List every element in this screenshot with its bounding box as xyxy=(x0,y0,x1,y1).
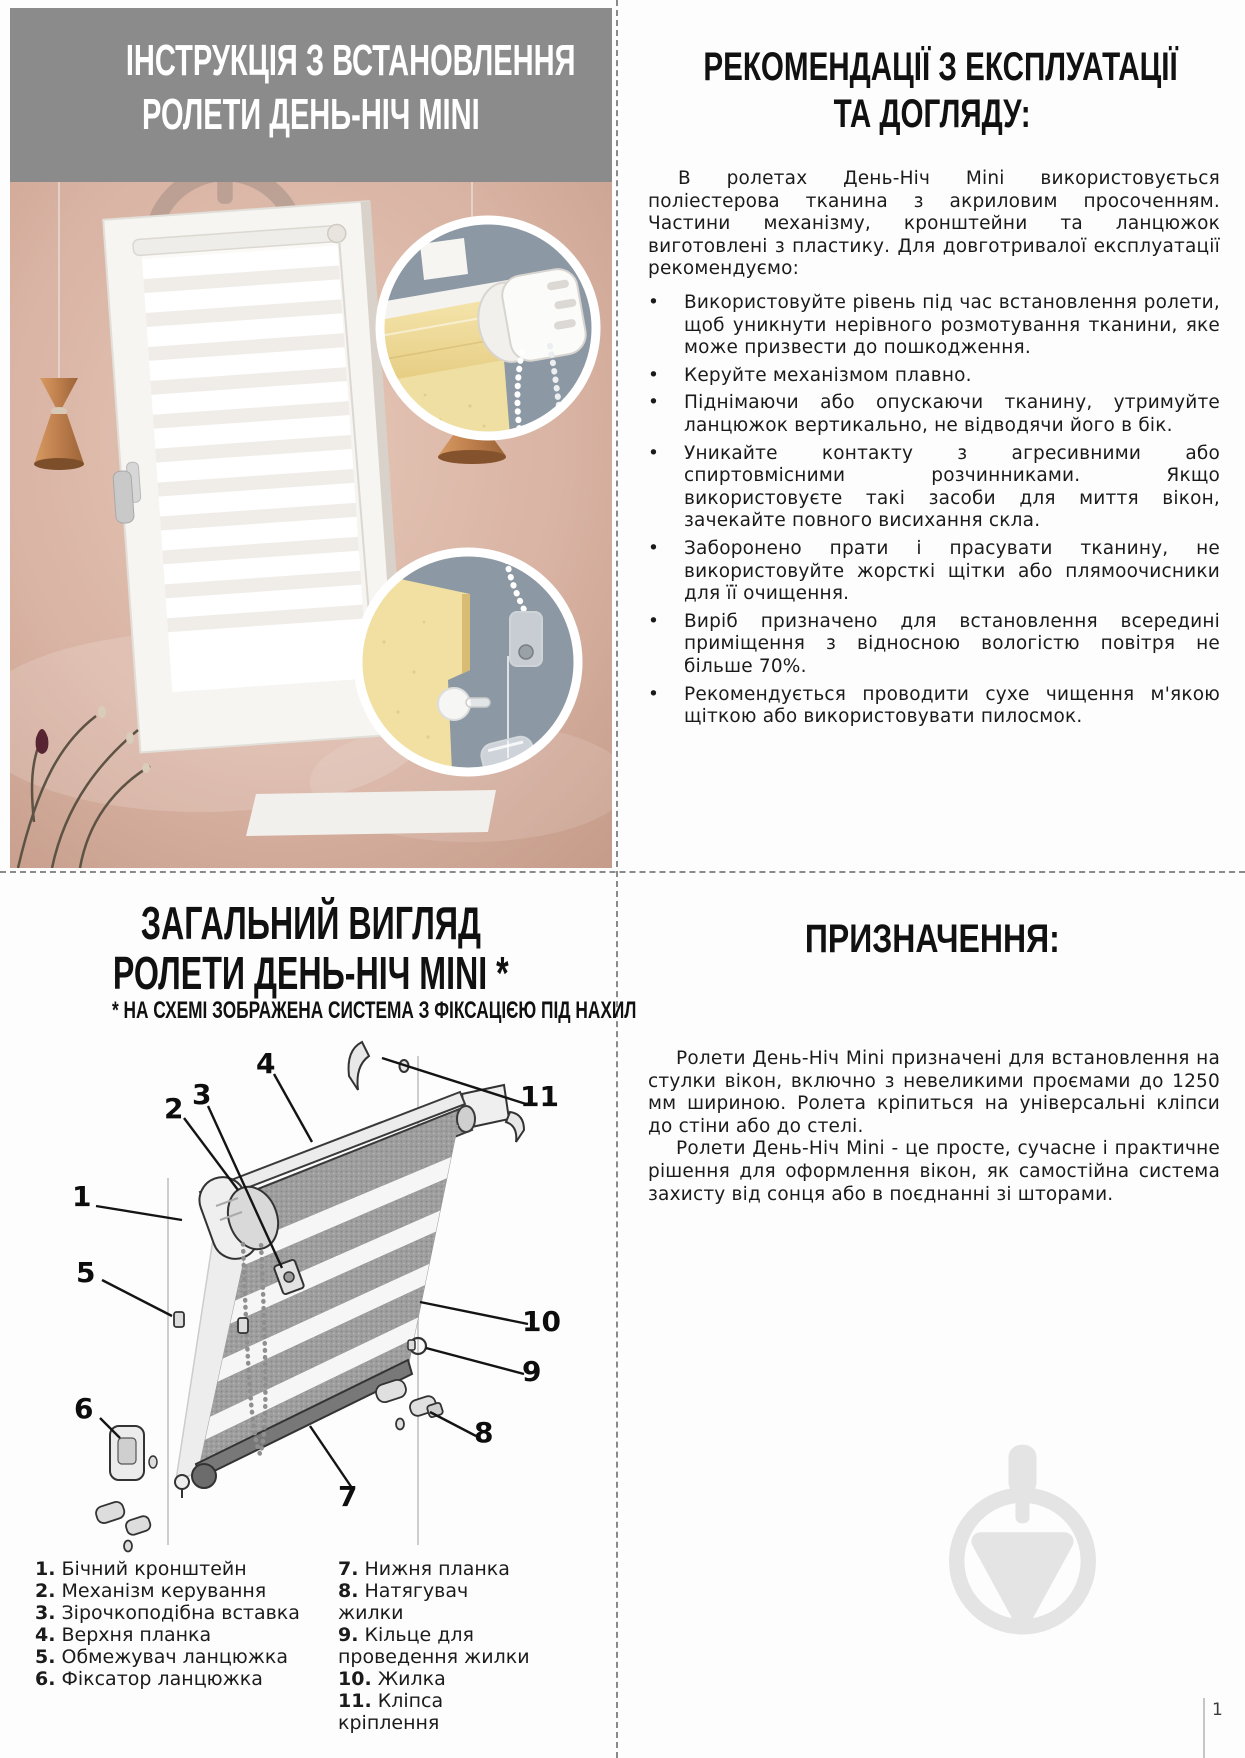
row-divider-dashed xyxy=(0,871,1245,873)
legend-item: 5. Обмежувач ланцюжка xyxy=(35,1646,289,1668)
window-sill xyxy=(246,790,496,836)
page-number: 1 xyxy=(1212,1700,1223,1720)
window-blind-photo xyxy=(10,182,612,868)
care-section-title xyxy=(620,44,1245,138)
column-divider-dashed xyxy=(616,0,618,1758)
bullet-item xyxy=(648,392,1220,437)
bullet-text: Уникайте контакту з агресивними або спиртовмісними розчинниками. Якщо використовуєте такі засоби для миття вікон, зачекайте повного висихання скла. xyxy=(684,442,1220,532)
install-title-line1: ІНСТРУКЦІЯ З ВСТАНОВЛЕННЯ xyxy=(125,36,576,85)
care-title-line1: РЕКОМЕНДАЦІЇ З ЕКСПЛУАТАЦІЇ xyxy=(703,45,1178,89)
bullet-text: Використовуйте рівень під час встановлення ролети, щоб уникнути нерівного розмотування тканини, яке може призвести до пошкодження. xyxy=(684,292,1220,359)
bullet-item xyxy=(648,538,1220,606)
parts-legend-col2 xyxy=(338,1558,538,1734)
bullet-text: Рекомендується проводити сухе чищення м'якою щіткою або використовувати пилосмок. xyxy=(684,683,1220,728)
overview-subtitle: * НА СХЕМІ ЗОБРАЖЕНА СИСТЕМА З ФІКСАЦІЄЮ ПІД НАХИЛ xyxy=(111,997,637,1024)
overview-section-title xyxy=(10,898,612,998)
overview-title-line1: ЗАГАЛЬНИЙ ВИГЛЯД xyxy=(140,897,482,949)
callout-1: 1 xyxy=(72,1180,92,1213)
wire-tensioner xyxy=(374,1378,444,1430)
legend-item: 8. Натягувач жилки xyxy=(338,1580,469,1624)
bullet-marker: • xyxy=(648,683,659,705)
care-title-line2: ТА ДОГЛЯДУ: xyxy=(833,92,1032,136)
bullet-text: Керуйте механізмом плавно. xyxy=(684,364,972,386)
overview-title-line2: РОЛЕТИ ДЕНЬ-НІЧ MINI * xyxy=(113,947,509,999)
legend-item: 7. Нижня планка xyxy=(338,1558,510,1580)
day-night-blind-stripes xyxy=(141,236,367,693)
purpose-paragraphs xyxy=(648,1048,1220,1206)
bullet-item xyxy=(648,611,1220,679)
bullet-text: Виріб призначено для встановлення всередині приміщення з відносною вологістю повітря не більше 70%. xyxy=(684,610,1220,677)
legend-item: 10. Жилка xyxy=(338,1668,446,1690)
callout-3: 3 xyxy=(192,1078,212,1111)
legend-item: 1. Бічний кронштейн xyxy=(35,1558,247,1580)
callout-7: 7 xyxy=(338,1480,358,1513)
bullet-item xyxy=(648,292,1220,360)
bullet-item xyxy=(648,443,1220,533)
legend-item: 3. Зірочкоподібна вставка xyxy=(35,1602,300,1624)
bullet-marker: • xyxy=(648,292,659,313)
purpose-section-title: ПРИЗНАЧЕННЯ: xyxy=(805,917,1060,961)
legend-item: 2. Механізм керування xyxy=(35,1580,267,1602)
care-intro-paragraph: В ролетах День-Ніч Mini використовується поліестерова тканина з акриловим просоченням. Частини механізму, кронштейни та ланцюжок виготовлені з пластику. Для довготривалої експлуатації рекомендуємо: xyxy=(648,168,1220,280)
callout-4: 4 xyxy=(256,1047,276,1080)
legend-item: 11. Кліпса кріплення xyxy=(338,1690,444,1734)
bullet-marker: • xyxy=(648,392,659,414)
install-title-band xyxy=(10,8,612,182)
bullet-text: Заборонено прати і прасувати тканину, не використовуйте жорсткі щітки або плямоочисники для її очищення. xyxy=(684,537,1220,605)
callout-2: 2 xyxy=(164,1092,184,1125)
legend-item: 4. Верхня планка xyxy=(35,1624,212,1646)
care-bullet-list xyxy=(648,292,1220,734)
callout-11: 11 xyxy=(520,1080,559,1113)
bullet-item xyxy=(648,365,1220,388)
bullet-marker: • xyxy=(648,610,659,632)
chain-fixator xyxy=(110,1426,189,1498)
purpose-paragraph: Ролети День-Ніч Mini призначені для встановлення на стулки вікон, включно з невеликими проємами до 1250 мм шириною. Ролета кріпиться на універсальні кліпси до стіни або до стелі. xyxy=(648,1048,1220,1137)
bullet-item xyxy=(648,684,1220,729)
install-title-line2: РОЛЕТИ ДЕНЬ-НІЧ MINI xyxy=(142,90,480,139)
callout-6: 6 xyxy=(74,1392,94,1425)
bullet-text: Піднімаючи або опускаючи тканину, утримуйте ланцюжок вертикально, не відводячи його в бік. xyxy=(684,392,1220,436)
brand-watermark-icon xyxy=(925,1442,1120,1652)
callout-5: 5 xyxy=(76,1256,96,1289)
bullet-marker: • xyxy=(648,442,659,464)
legend-item: 9. Кільце для проведення жилки xyxy=(338,1624,530,1668)
purpose-paragraph: Ролети День-Ніч Mini - це просте, сучасне і практичне рішення для оформлення вікон, як самостійна система захисту від сонця або в поєднанні зі шторами. xyxy=(648,1138,1220,1205)
callout-9: 9 xyxy=(522,1355,542,1388)
fixator-hardware xyxy=(94,1500,152,1551)
callout-10: 10 xyxy=(522,1305,561,1338)
bullet-marker: • xyxy=(648,537,659,559)
page-number-rule xyxy=(1203,1698,1205,1758)
legend-item: 6. Фіксатор ланцюжка xyxy=(35,1668,263,1690)
bullet-marker: • xyxy=(648,364,659,386)
callout-8: 8 xyxy=(474,1416,494,1449)
chain-fixator-clear xyxy=(510,612,542,666)
parts-legend-col1 xyxy=(35,1558,325,1690)
